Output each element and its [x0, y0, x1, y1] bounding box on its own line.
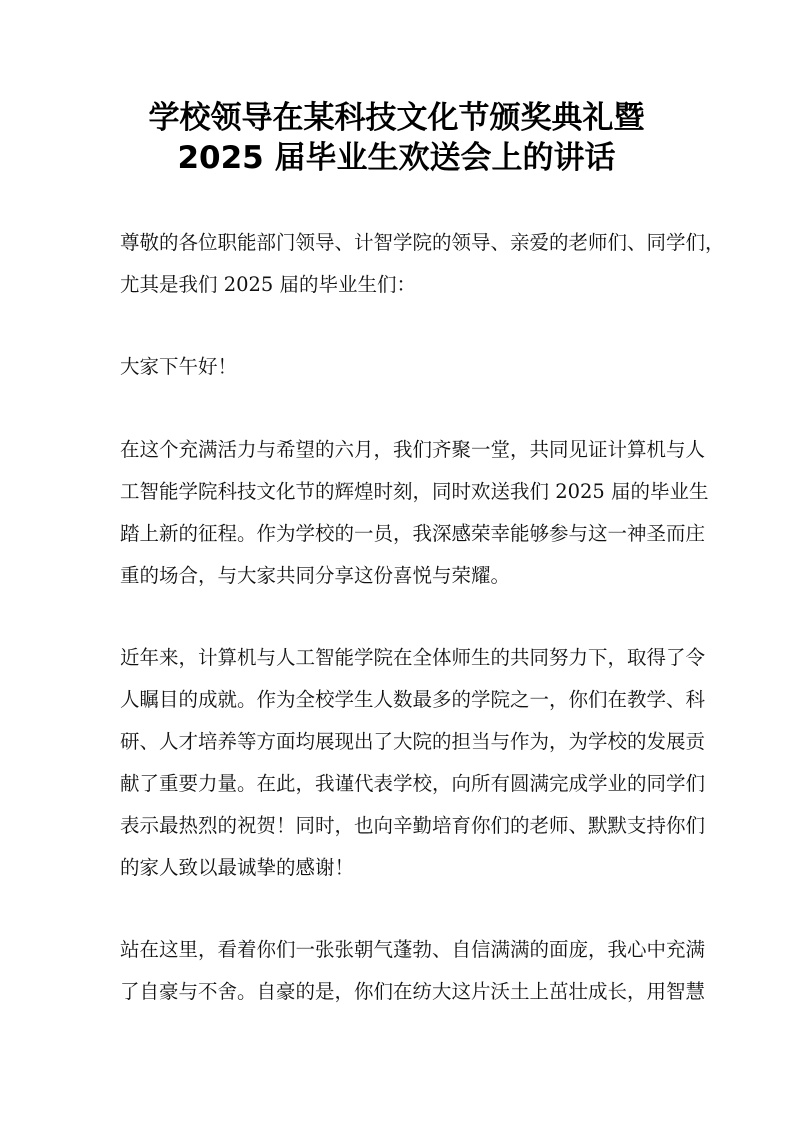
text-line: 人瞩目的成就。作为全校学生人数最多的学院之一，你们在教学、科 — [120, 688, 706, 711]
paragraph-achievements — [120, 637, 706, 889]
paragraph-intro — [120, 429, 709, 597]
text-line: 踏上新的征程。作为学校的一员，我深感荣幸能够参与这一神圣而庄 — [120, 522, 706, 545]
paragraph-greeting-addressees — [120, 222, 725, 306]
paragraph-reflection — [120, 929, 706, 1013]
text-line: 研、人才培养等方面均展现出了大院的担当与作为，为学校的发展贡 — [120, 730, 706, 753]
title-line-1: 学校领导在某科技文化节颁奖典礼暨 — [148, 100, 645, 136]
text-line: 尊敬的各位职能部门领导、计智学院的领导、亲爱的老师们、同学们， — [120, 231, 725, 254]
text-line: 大家下午好！ — [120, 355, 238, 378]
text-line: 的家人致以最诚挚的感谢！ — [120, 856, 355, 879]
text-line: 献了重要力量。在此，我谨代表学校，向所有圆满完成学业的同学们 — [120, 772, 706, 795]
text-line: 表示最热烈的祝贺！同时，也向辛勤培育你们的老师、默默支持你们 — [120, 814, 706, 837]
title-line-2: 2025 届毕业生欢送会上的讲话 — [177, 140, 616, 176]
text-line: 了自豪与不舍。自豪的是，你们在纺大这片沃土上茁壮成长，用智慧 — [120, 980, 706, 1003]
text-line: 近年来，计算机与人工智能学院在全体师生的共同努力下，取得了令 — [120, 646, 706, 669]
text-line: 重的场合，与大家共同分享这份喜悦与荣耀。 — [120, 564, 511, 587]
text-line: 工智能学院科技文化节的辉煌时刻，同时欢送我们 2025 届的毕业生 — [120, 480, 709, 503]
paragraph-greeting — [120, 346, 673, 388]
text-line: 尤其是我们 2025 届的毕业生们： — [120, 273, 417, 296]
text-line: 站在这里，看着你们一张张朝气蓬勃、自信满满的面庞，我心中充满 — [120, 938, 706, 961]
document-title — [0, 98, 793, 178]
text-line: 在这个充满活力与希望的六月，我们齐聚一堂，共同见证计算机与人 — [120, 438, 706, 461]
